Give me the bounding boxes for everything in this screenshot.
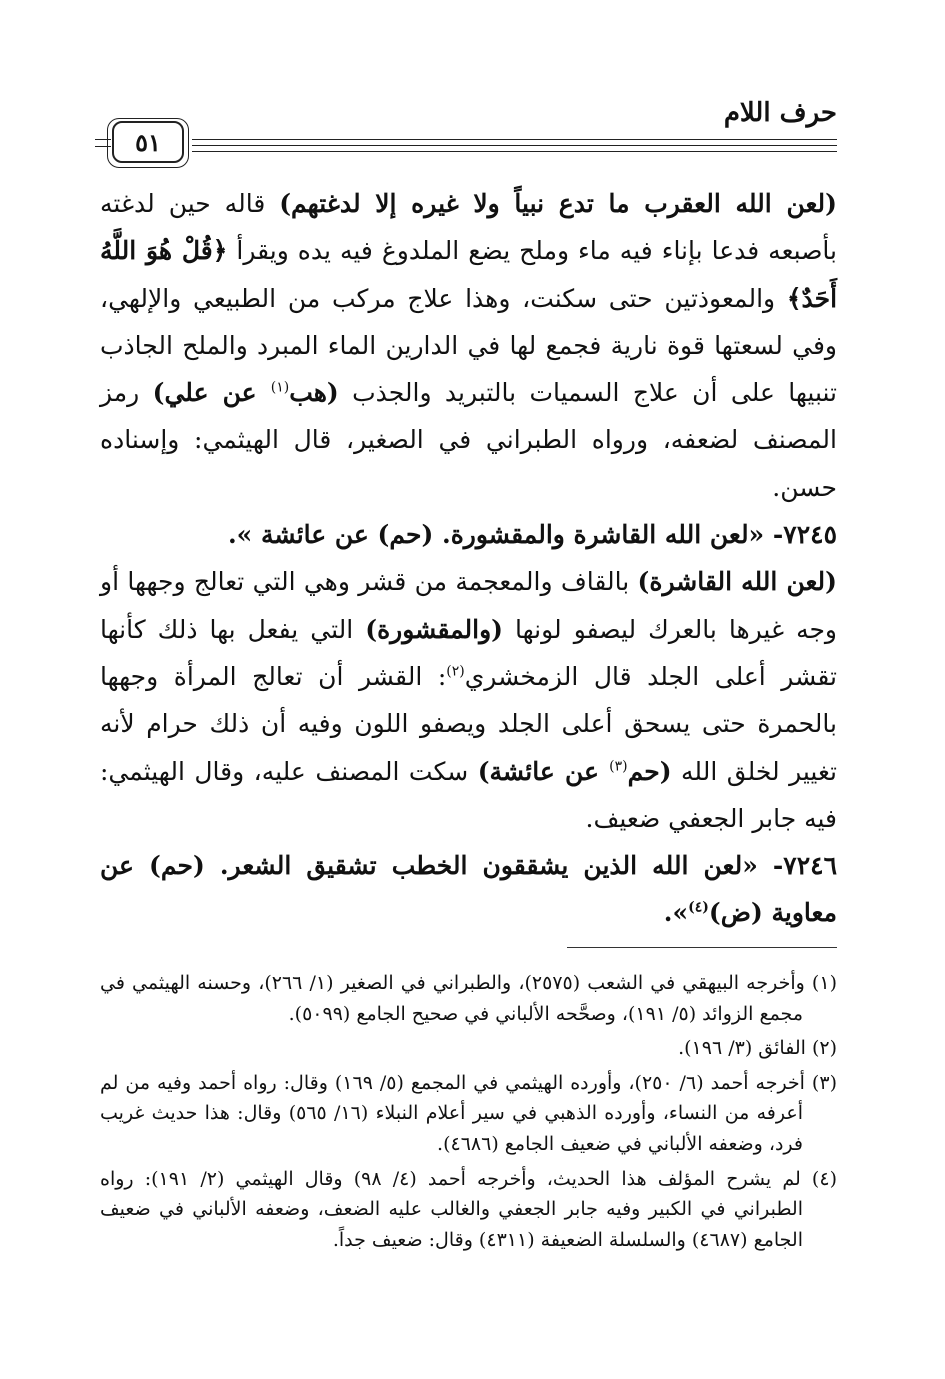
hadith-quote: (لعن الله القاشرة) <box>637 567 837 597</box>
hadith-quote: (لعن الله العقرب ما تدع نبياً ولا غيره إلا لدغتهم) <box>279 189 837 218</box>
text-segment: : القشر أن تعالج المرأة وجهها بالحمرة حتى يسحق أعلى الجلد ويصفو اللون وفيه أن ذلك حرام لأنه تغيير لخلق الله <box>100 661 837 786</box>
footnote-marker-3[interactable]: (٣) <box>609 758 628 775</box>
footnotes <box>100 968 837 1259</box>
hadith-number: ٧٢٤٦- <box>772 851 837 881</box>
header-rule-top <box>192 139 837 140</box>
hadith-close: ». <box>663 898 689 928</box>
page-number-text: ٥١ <box>135 127 161 157</box>
text-segment: سكت المصنف عليه، وقال الهيثمي: فيه جابر الجعفي ضعيف. <box>100 756 837 833</box>
header-rule-middle <box>192 145 837 146</box>
main-text <box>100 180 837 937</box>
text-segment: قاله حين لدغته بأصبعه فدعا بإناء فيه ماء وملح يضع الملدوغ فيه يده ويقرأ <box>100 189 837 266</box>
source-ref: عن عائشة) <box>477 756 610 786</box>
commentary-paragraph-2 <box>100 558 837 842</box>
hadith-text: «لعن الله القاشرة والمقشورة. (حم) عن عائشة ». <box>227 520 773 550</box>
footnote-2: (٢) الفائق (٣/ ١٩٦). <box>678 1037 837 1060</box>
source-ref: (هب <box>289 378 339 408</box>
hadith-text: «لعن الله الذين يشققون الخطب تشقيق الشعر. (حم) عن معاوية (ض) <box>100 851 837 928</box>
page-number <box>112 121 184 163</box>
footnote-1: (١) وأخرجه البيهقي في الشعب (٢٥٧٥)، والطبراني في الصغير (١/ ٢٦٦)، وحسنه الهيثمي في مجمع الزوائد (٥/ ١٩١)، وصحَّحه الألباني في صحيح الجامع (٥٠٩٩). <box>100 972 837 1025</box>
footnote-3: (٣) أخرجه أحمد (٦/ ٢٥٠)، وأورده الهيثمي في المجمع (٥/ ١٦٩) وقال: رواه أحمد وفيه من لم أعرفه من النساء، وأورده الذهبي في سير أعلام النبلاء (١٦/ ٥٦٥) وقال: هذا حديث غريب فرد، وضعفه الألباني في ضعيف الجامع (٤٦٨٦). <box>100 1071 837 1155</box>
text-segment: رمز المصنف لضعفه، ورواه الطبراني في الصغير، قال الهيثمي: وإسناده حسن. <box>100 378 837 502</box>
text-segment: بالقاف والمعجمة من قشر وهي التي تعالج وجهها أو وجه غيرها بالعرك ليصفو لونها <box>100 567 837 644</box>
text-segment: التي يفعل بها ذلك كأنها تقشر أعلى الجلد قال الزمخشري <box>100 614 837 691</box>
header-rule-bottom <box>192 151 837 152</box>
footnote-marker-1[interactable]: (١) <box>270 379 290 396</box>
footnote-4: (٤) لم يشرح المؤلف هذا الحديث، وأخرجه أحمد (٤/ ٩٨) وقال الهيثمي (٢/ ١٩١): رواه الطبراني في الكبير وفيه جابر الجعفي والغالب عليه الضعف، وضعفه الألباني في ضعيف الجامع (٤٦٨٧) والسلسلة الضعيفة (٤٣١١) وقال: ضعيف جداً. <box>100 1167 837 1251</box>
quran-quote: ﴿قُلْ هُوَ اللَّهُ أَحَدٌ﴾ <box>100 236 838 313</box>
commentary-paragraph-1 <box>100 180 837 511</box>
footnote-marker-2[interactable]: (٢) <box>446 663 465 680</box>
hadith-quote: (والمقشورة) <box>365 614 504 644</box>
text-segment: والمعوذتين حتى سكنت، وهذا علاج مركب من الطبيعي والإلهي، وفي لسعتها قوة نارية فجمع لها في الدارين الماء المبرد والملح الجاذب تنبيها على أن علاج السميات بالتبريد والجذب <box>100 283 837 408</box>
hadith-number: ٧٢٤٥- <box>772 520 837 550</box>
footnote-separator <box>567 947 837 948</box>
source-ref: عن علي) <box>152 378 271 408</box>
source-ref: (حم <box>627 756 672 786</box>
hadith-7246 <box>100 842 837 937</box>
footnote-marker-4[interactable]: (٤) <box>688 900 709 917</box>
hadith-7245 <box>100 511 837 558</box>
chapter-title: حرف اللام <box>723 98 837 128</box>
